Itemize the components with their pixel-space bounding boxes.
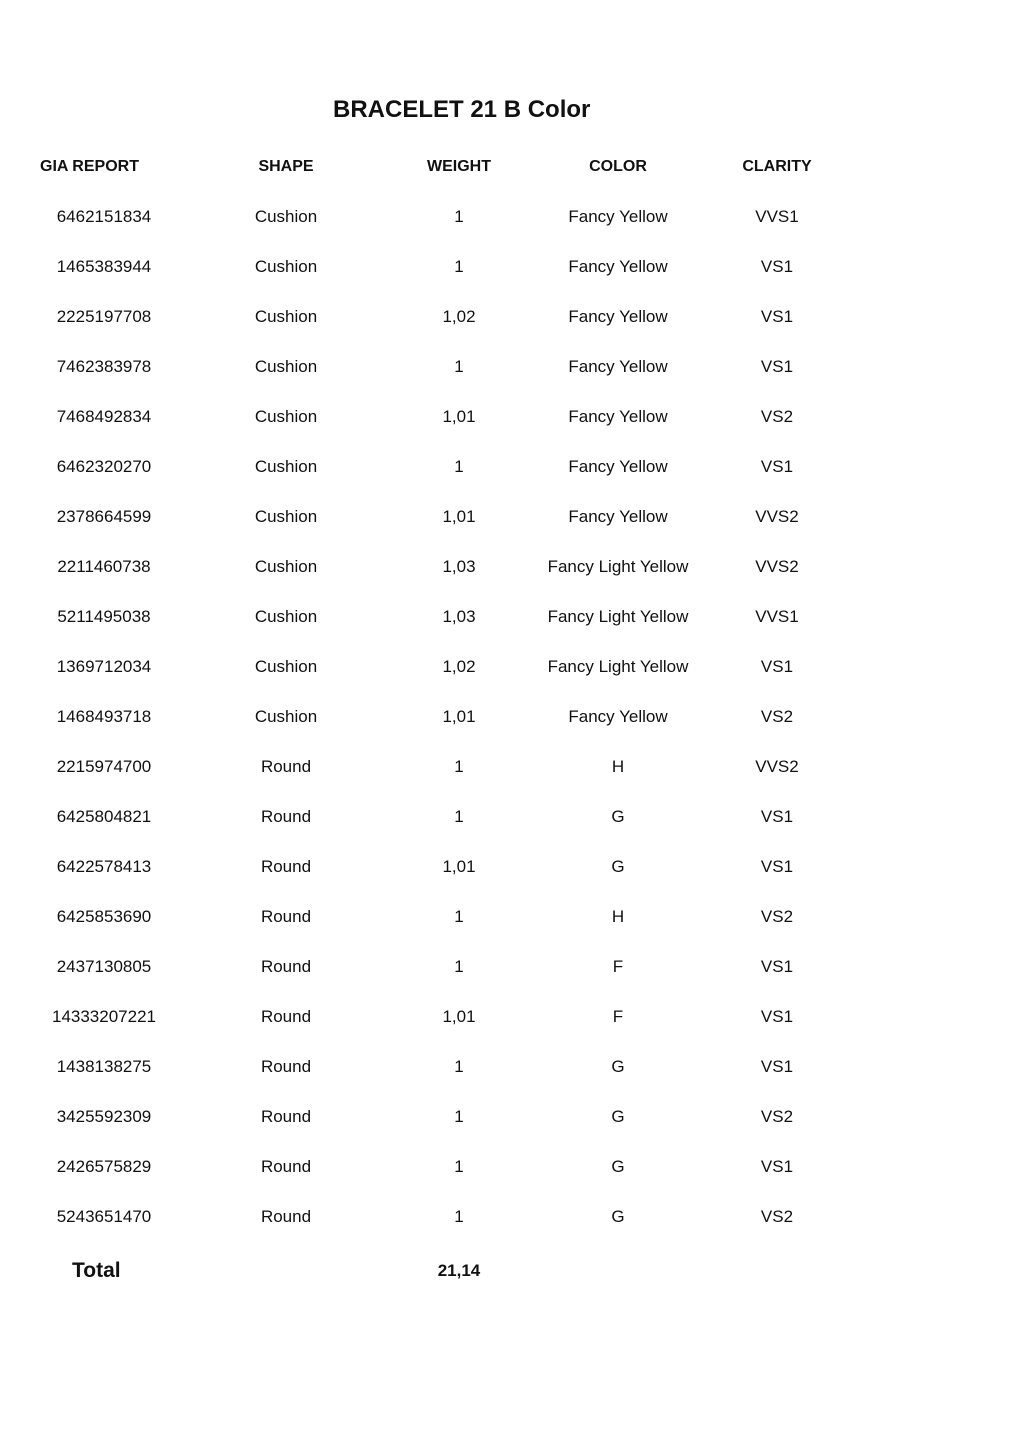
table-row <box>0 702 1024 732</box>
shape-cell: Cushion <box>254 557 318 576</box>
header-weight: WEIGHT <box>427 158 491 175</box>
shape-cell: Round <box>260 1107 312 1126</box>
weight-cell: 1,01 <box>442 507 476 526</box>
gia-report-cell: 7468492834 <box>56 407 152 426</box>
table-row <box>0 1102 1024 1132</box>
weight-cell: 1 <box>454 1107 464 1126</box>
page-title: BRACELET 21 B Color <box>333 96 591 123</box>
clarity-cell: VS1 <box>760 807 794 826</box>
color-cell: Fancy Light Yellow <box>547 557 689 576</box>
weight-cell: 1 <box>454 757 464 776</box>
gia-report-cell: 6462320270 <box>56 457 152 476</box>
weight-cell: 1 <box>454 1207 464 1226</box>
gia-report-cell: 6425804821 <box>56 807 152 826</box>
weight-cell: 1,01 <box>442 857 476 876</box>
total-weight: 21,14 <box>437 1261 481 1280</box>
gia-report-cell: 2211460738 <box>57 557 151 576</box>
clarity-cell: VS2 <box>760 907 794 926</box>
shape-cell: Round <box>260 957 312 976</box>
weight-cell: 1 <box>454 257 464 276</box>
color-cell: G <box>611 1157 625 1176</box>
clarity-cell: VVS1 <box>755 207 799 226</box>
table-row <box>0 1052 1024 1082</box>
gia-report-cell: 2225197708 <box>56 307 152 326</box>
weight-cell: 1 <box>454 1157 464 1176</box>
shape-cell: Cushion <box>254 457 318 476</box>
weight-cell: 1,01 <box>442 407 476 426</box>
color-cell: G <box>611 1107 625 1126</box>
shape-cell: Round <box>260 1007 312 1026</box>
clarity-cell: VS1 <box>760 257 794 276</box>
shape-cell: Round <box>260 1057 312 1076</box>
color-cell: G <box>611 857 625 876</box>
weight-cell: 1,01 <box>442 707 476 726</box>
table-row <box>0 202 1024 232</box>
table-row <box>0 552 1024 582</box>
weight-cell: 1,03 <box>442 557 476 576</box>
color-cell: Fancy Yellow <box>568 307 668 326</box>
color-cell: H <box>611 757 625 776</box>
weight-cell: 1,02 <box>442 307 476 326</box>
weight-cell: 1 <box>454 807 464 826</box>
gia-report-cell: 7462383978 <box>56 357 152 376</box>
clarity-cell: VVS2 <box>755 757 799 776</box>
color-cell: H <box>611 907 625 926</box>
weight-cell: 1 <box>454 1057 464 1076</box>
shape-cell: Cushion <box>254 307 318 326</box>
shape-cell: Cushion <box>254 657 318 676</box>
gia-report-cell: 1438138275 <box>56 1057 152 1076</box>
color-cell: F <box>612 1007 624 1026</box>
gia-report-cell: 1369712034 <box>56 657 152 676</box>
gia-report-cell: 6425853690 <box>56 907 152 926</box>
gia-report-cell: 6422578413 <box>56 857 152 876</box>
weight-cell: 1 <box>454 907 464 926</box>
table-row <box>0 452 1024 482</box>
weight-cell: 1 <box>454 207 464 226</box>
clarity-cell: VS1 <box>760 857 794 876</box>
table-row <box>0 1152 1024 1182</box>
shape-cell: Cushion <box>254 707 318 726</box>
shape-cell: Cushion <box>254 257 318 276</box>
table-row <box>0 752 1024 782</box>
weight-cell: 1,01 <box>442 1007 476 1026</box>
color-cell: Fancy Yellow <box>568 457 668 476</box>
color-cell: Fancy Yellow <box>568 257 668 276</box>
color-cell: G <box>611 807 625 826</box>
clarity-cell: VS1 <box>760 957 794 976</box>
clarity-cell: VS1 <box>760 1007 794 1026</box>
weight-cell: 1,03 <box>442 607 476 626</box>
gia-report-cell: 6462151834 <box>56 207 152 226</box>
clarity-cell: VS1 <box>760 657 794 676</box>
gia-report-cell: 14333207221 <box>51 1007 156 1026</box>
table-row <box>0 602 1024 632</box>
weight-cell: 1 <box>454 957 464 976</box>
clarity-cell: VS2 <box>760 1107 794 1126</box>
gia-report-cell: 1465383944 <box>56 257 152 276</box>
total-label: Total <box>72 1259 121 1282</box>
gia-report-cell: 2215974700 <box>56 757 152 776</box>
gia-report-cell: 5243651470 <box>56 1207 152 1226</box>
clarity-cell: VS1 <box>760 307 794 326</box>
shape-cell: Cushion <box>254 407 318 426</box>
weight-cell: 1,02 <box>442 657 476 676</box>
table-row <box>0 352 1024 382</box>
clarity-cell: VVS1 <box>755 607 799 626</box>
clarity-cell: VS2 <box>760 1207 794 1226</box>
clarity-cell: VS1 <box>760 1157 794 1176</box>
header-color: COLOR <box>589 158 647 175</box>
header-shape: SHAPE <box>258 158 314 175</box>
header-gia-report: GIA REPORT <box>40 158 139 175</box>
shape-cell: Round <box>260 807 312 826</box>
gia-report-cell: 5211495038 <box>57 607 151 626</box>
color-cell: F <box>612 957 624 976</box>
color-cell: Fancy Yellow <box>568 707 668 726</box>
gia-report-cell: 2437130805 <box>56 957 152 976</box>
shape-cell: Cushion <box>254 207 318 226</box>
clarity-cell: VS1 <box>760 457 794 476</box>
header-clarity: CLARITY <box>742 158 812 175</box>
clarity-cell: VVS2 <box>755 507 799 526</box>
clarity-cell: VS1 <box>760 1057 794 1076</box>
shape-cell: Round <box>260 907 312 926</box>
table-row <box>0 502 1024 532</box>
shape-cell: Round <box>260 1207 312 1226</box>
gia-report-cell: 1468493718 <box>56 707 152 726</box>
total-row <box>0 1256 1024 1286</box>
table-row <box>0 952 1024 982</box>
clarity-cell: VS2 <box>760 407 794 426</box>
clarity-cell: VVS2 <box>755 557 799 576</box>
color-cell: Fancy Yellow <box>568 407 668 426</box>
gia-report-cell: 2426575829 <box>56 1157 152 1176</box>
color-cell: Fancy Light Yellow <box>547 657 689 676</box>
table-row <box>0 852 1024 882</box>
table-row <box>0 1202 1024 1232</box>
weight-cell: 1 <box>454 457 464 476</box>
color-cell: Fancy Yellow <box>568 207 668 226</box>
shape-cell: Round <box>260 1157 312 1176</box>
color-cell: Fancy Light Yellow <box>547 607 689 626</box>
table-row <box>0 302 1024 332</box>
color-cell: G <box>611 1207 625 1226</box>
table-row <box>0 402 1024 432</box>
shape-cell: Cushion <box>254 607 318 626</box>
clarity-cell: VS1 <box>760 357 794 376</box>
shape-cell: Cushion <box>254 357 318 376</box>
shape-cell: Round <box>260 757 312 776</box>
table-row <box>0 252 1024 282</box>
table-header <box>0 152 1024 182</box>
color-cell: Fancy Yellow <box>568 357 668 376</box>
gia-report-cell: 3425592309 <box>56 1107 152 1126</box>
table-row <box>0 1002 1024 1032</box>
color-cell: G <box>611 1057 625 1076</box>
weight-cell: 1 <box>454 357 464 376</box>
color-cell: Fancy Yellow <box>568 507 668 526</box>
shape-cell: Round <box>260 857 312 876</box>
shape-cell: Cushion <box>254 507 318 526</box>
gia-report-cell: 2378664599 <box>56 507 152 526</box>
table-row <box>0 902 1024 932</box>
clarity-cell: VS2 <box>760 707 794 726</box>
table-row <box>0 802 1024 832</box>
table-row <box>0 652 1024 682</box>
